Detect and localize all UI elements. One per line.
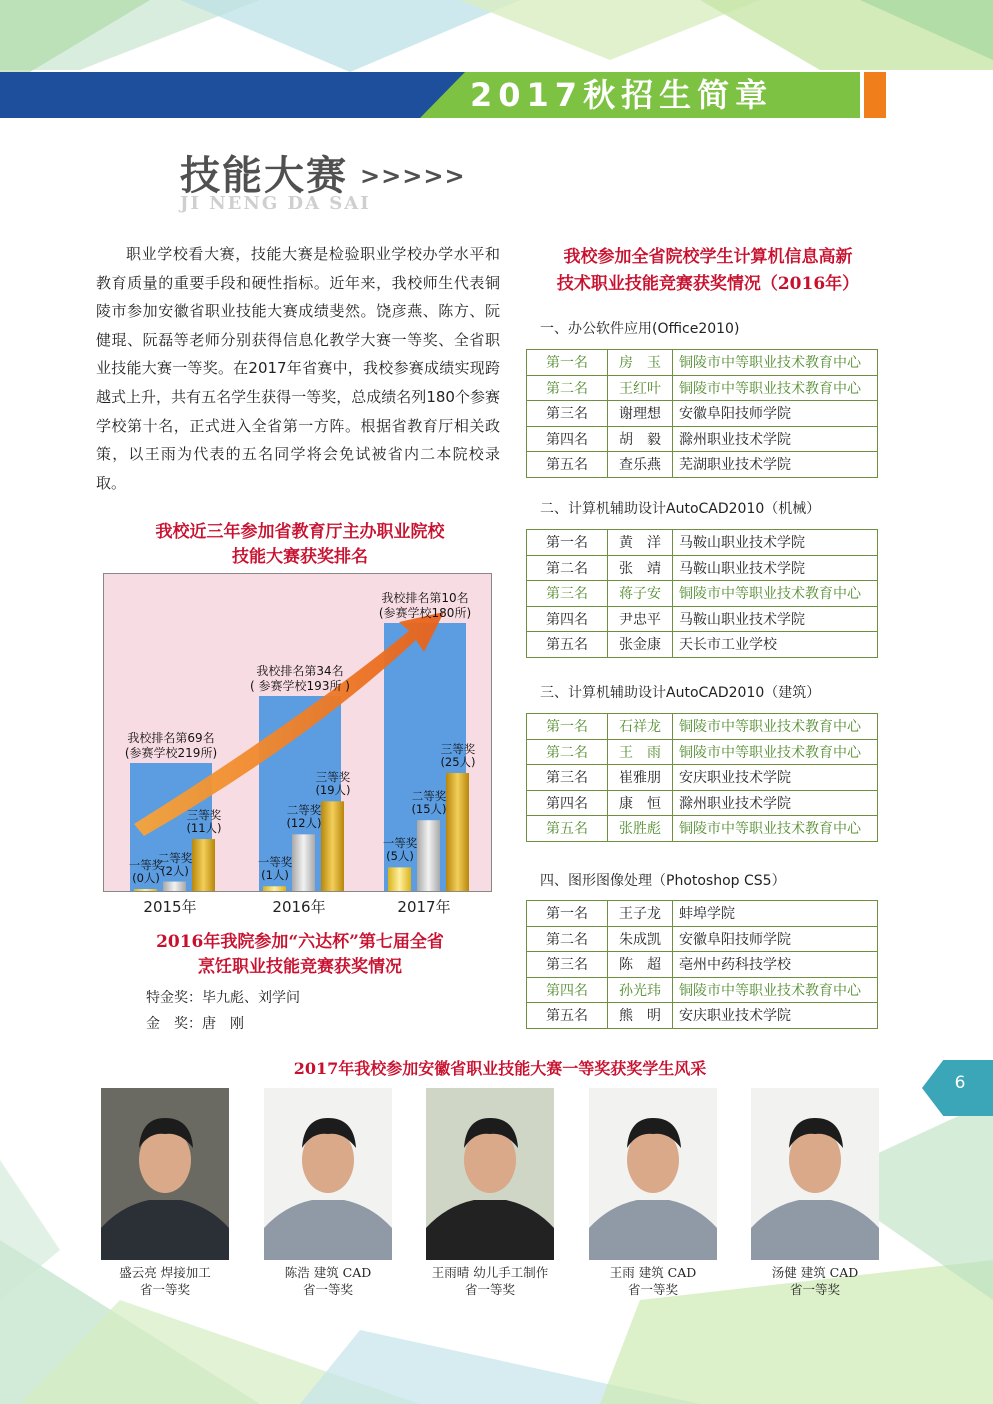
- x-tick-label: 2016年: [272, 898, 326, 916]
- school-cell: 芜湖职业技术学院: [673, 452, 878, 478]
- school-cell: 马鞍山职业技术学院: [673, 555, 878, 581]
- table-row: [527, 632, 878, 658]
- student-photo: [589, 1088, 717, 1260]
- school-cell: 铜陵市中等职业技术教育中心: [673, 739, 878, 765]
- results-title-line: 我校参加全省院校学生计算机信息高新: [563, 247, 853, 267]
- rank-cell: 第二名: [527, 926, 608, 952]
- rank-cell: 第一名: [527, 530, 608, 556]
- name-cell: 张胜彪: [608, 816, 673, 842]
- rank-cell: 第二名: [527, 555, 608, 581]
- table-row: [527, 714, 878, 740]
- student-caption: [568, 1264, 738, 1298]
- table-row: [527, 977, 878, 1003]
- rank-label-line: (参赛学校180所): [378, 606, 472, 620]
- intro-paragraph: 职业学校看大赛，技能大赛是检验职业学校办学水平和教育质量的重要手段和硬性指标。近年来，我校师生代表铜陵市参加安徽省职业技能大赛成绩斐然。饶彦燕、陈方、阮健琨、阮磊等老师分别获得信息化教学大赛一等奖、全省职业技能大赛一等奖。在2017年省赛中，我校参赛成绩实现跨越式上升，共有五名学生获得一等奖，总成绩名列180个参赛学校第十名，正式进入全省第一方阵。根据省教育厅相关政策，以王雨为代表的五名同学将会免试被省内二本院校录取。: [96, 245, 500, 492]
- chart-title: [100, 520, 500, 570]
- name-cell: 尹忠平: [608, 606, 673, 632]
- award-label-line: (0人): [132, 871, 160, 885]
- award-label-line: (19人): [315, 783, 351, 798]
- name-cell: 陈 超: [608, 952, 673, 978]
- rank-label: [120, 731, 222, 761]
- school-cell: 铜陵市中等职业技术教育中心: [673, 714, 878, 740]
- rank-label-line: (参赛学校219所): [124, 746, 218, 760]
- portrait-silhouette: [264, 1088, 392, 1260]
- name-cell: 黄 洋: [608, 530, 673, 556]
- portrait-silhouette: [426, 1088, 554, 1260]
- table-row: [527, 816, 878, 842]
- x-tick-label: 2017年: [397, 898, 451, 916]
- cook-title-line: 烹饪职业技能竞赛获奖情况: [198, 957, 402, 977]
- student-photo: [264, 1088, 392, 1260]
- rank-cell: 第一名: [527, 901, 608, 927]
- rank-label: [374, 591, 476, 621]
- result-table: [526, 529, 878, 658]
- award-label-line: 三等奖: [315, 770, 351, 785]
- rank-cell: 第三名: [527, 401, 608, 427]
- result-category-heading: 三、计算机辅助设计AutoCAD2010（建筑）: [540, 685, 821, 701]
- brochure-title: 2017秋招生简章: [470, 76, 774, 114]
- caption-line: 陈浩 建筑 CAD: [284, 1265, 372, 1280]
- portrait-silhouette: [751, 1088, 879, 1260]
- table-row: [527, 350, 878, 376]
- table-row: [527, 790, 878, 816]
- school-cell: 铜陵市中等职业技术教育中心: [673, 350, 878, 376]
- name-cell: 张 靖: [608, 555, 673, 581]
- rank-cell: 第一名: [527, 714, 608, 740]
- rank-cell: 第五名: [527, 1003, 608, 1029]
- school-cell: 铜陵市中等职业技术教育中心: [673, 581, 878, 607]
- rank-cell: 第五名: [527, 452, 608, 478]
- table-row: [527, 555, 878, 581]
- school-cell: 铜陵市中等职业技术教育中心: [673, 816, 878, 842]
- award-label-line: 二等奖: [411, 789, 447, 804]
- name-cell: 王子龙: [608, 901, 673, 927]
- caption-line: 王雨晴 幼儿手工制作: [431, 1265, 549, 1280]
- result-category-heading: 一、办公软件应用(Office2010): [540, 321, 740, 337]
- table-row: [527, 739, 878, 765]
- table-row: [527, 901, 878, 927]
- rank-cell: 第四名: [527, 606, 608, 632]
- name-cell: 王 雨: [608, 739, 673, 765]
- school-cell: 滁州职业技术学院: [673, 426, 878, 452]
- table-row: [527, 426, 878, 452]
- rank-cell: 第三名: [527, 581, 608, 607]
- award-label-line: (25人): [440, 755, 476, 769]
- table-row: [527, 926, 878, 952]
- caption-line: 王雨 建筑 CAD: [609, 1265, 697, 1280]
- award-label-line: 三等奖: [440, 742, 476, 756]
- award-bar: [388, 867, 411, 891]
- table-row: [527, 952, 878, 978]
- award-label-line: (1人): [261, 868, 289, 883]
- award-label: [245, 856, 305, 882]
- award-label: [145, 852, 205, 878]
- cook-title-line: 2016年我院参加“六达杯”第七届全省: [156, 932, 444, 952]
- award-label-line: 一等奖: [382, 836, 418, 851]
- portrait-silhouette: [589, 1088, 717, 1260]
- school-cell: 安庆职业技术学院: [673, 765, 878, 791]
- special-gold-award: 特金奖：毕九彪、刘学问: [146, 990, 300, 1006]
- name-cell: 谢理想: [608, 401, 673, 427]
- table-row: [527, 452, 878, 478]
- award-bar: [263, 886, 286, 891]
- student-caption: [243, 1264, 413, 1298]
- result-category-heading: 二、计算机辅助设计AutoCAD2010（机械）: [540, 501, 821, 517]
- award-label: [303, 771, 363, 797]
- school-cell: 安徽阜阳技师学院: [673, 401, 878, 427]
- result-category-heading: 四、图形图像处理（Photoshop CS5）: [540, 873, 786, 889]
- award-label-line: 三等奖: [186, 808, 222, 823]
- name-cell: 张金康: [608, 632, 673, 658]
- name-cell: 崔雅朋: [608, 765, 673, 791]
- rank-label: [249, 664, 351, 694]
- section-pinyin: JI NENG DA SAI: [180, 193, 371, 214]
- school-cell: 铜陵市中等职业技术教育中心: [673, 375, 878, 401]
- school-cell: 滁州职业技术学院: [673, 790, 878, 816]
- award-label-line: 二等奖: [286, 803, 322, 818]
- gold-award: 金 奖：唐 刚: [146, 1016, 244, 1032]
- x-tick-label: 2015年: [143, 898, 197, 916]
- award-label-line: (15人): [411, 802, 447, 817]
- award-label-line: (12人): [286, 816, 322, 831]
- rank-cell: 第四名: [527, 790, 608, 816]
- award-rank-chart: [103, 573, 492, 892]
- results-title: [528, 244, 888, 298]
- award-label: [399, 790, 459, 816]
- rank-cell: 第五名: [527, 816, 608, 842]
- rank-label-line: 我校排名第34名: [256, 664, 344, 678]
- school-cell: 铜陵市中等职业技术教育中心: [673, 977, 878, 1003]
- caption-line: 省一等奖: [627, 1282, 678, 1297]
- table-row: [527, 581, 878, 607]
- award-label-line: 一等奖: [128, 858, 164, 872]
- award-label-line: (5人): [386, 849, 414, 864]
- rank-label-line: 我校排名第69名: [127, 731, 215, 745]
- section-arrows: >>>>>: [360, 162, 466, 190]
- rank-cell: 第一名: [527, 350, 608, 376]
- student-photo: [101, 1088, 229, 1260]
- name-cell: 熊 明: [608, 1003, 673, 1029]
- table-row: [527, 606, 878, 632]
- name-cell: 查乐燕: [608, 452, 673, 478]
- caption-line: 汤健 建筑 CAD: [771, 1265, 859, 1280]
- chart-title-line: 技能大赛获奖排名: [232, 547, 368, 567]
- rank-cell: 第四名: [527, 426, 608, 452]
- award-label-line: 一等奖: [257, 855, 293, 870]
- school-cell: 安徽阜阳技师学院: [673, 926, 878, 952]
- rank-label-line: ( 参赛学校193所 ): [250, 679, 350, 693]
- school-cell: 天长市工业学校: [673, 632, 878, 658]
- header-blue-band: [0, 72, 500, 118]
- award-label-line: (11人): [186, 821, 222, 836]
- rank-label-line: 我校排名第10名: [381, 591, 469, 605]
- award-label: [174, 809, 234, 835]
- result-table: [526, 713, 878, 842]
- chart-title-line: 我校近三年参加省教育厅主办职业院校: [155, 522, 445, 542]
- name-cell: 胡 毅: [608, 426, 673, 452]
- table-row: [527, 375, 878, 401]
- results-title-line: 技术职业技能竞赛获奖情况（2016年）: [556, 274, 860, 294]
- header-orange-tab: [864, 72, 886, 118]
- name-cell: 石祥龙: [608, 714, 673, 740]
- name-cell: 王红叶: [608, 375, 673, 401]
- award-label-line: (2人): [161, 863, 189, 878]
- rank-cell: 第三名: [527, 952, 608, 978]
- award-label: [370, 837, 430, 863]
- rank-cell: 第二名: [527, 375, 608, 401]
- name-cell: 朱成凯: [608, 926, 673, 952]
- result-table: [526, 349, 878, 478]
- name-cell: 蒋子安: [608, 581, 673, 607]
- school-cell: 蚌埠学院: [673, 901, 878, 927]
- school-cell: 马鞍山职业技术学院: [673, 606, 878, 632]
- award-label: [428, 743, 488, 769]
- name-cell: 康 恒: [608, 790, 673, 816]
- student-caption: [80, 1264, 250, 1298]
- result-table: [526, 900, 878, 1029]
- caption-line: 省一等奖: [464, 1282, 515, 1297]
- student-photo: [751, 1088, 879, 1260]
- name-cell: 房 玉: [608, 350, 673, 376]
- rank-cell: 第四名: [527, 977, 608, 1003]
- rank-cell: 第五名: [527, 632, 608, 658]
- name-cell: 孙光玮: [608, 977, 673, 1003]
- table-row: [527, 1003, 878, 1029]
- award-bar: [134, 889, 157, 891]
- table-row: [527, 765, 878, 791]
- portrait-silhouette: [101, 1088, 229, 1260]
- school-cell: 马鞍山职业技术学院: [673, 530, 878, 556]
- student-photo: [426, 1088, 554, 1260]
- caption-line: 省一等奖: [302, 1282, 353, 1297]
- rank-cell: 第三名: [527, 765, 608, 791]
- student-caption: [730, 1264, 900, 1298]
- rank-cell: 第二名: [527, 739, 608, 765]
- caption-line: 省一等奖: [789, 1282, 840, 1297]
- award-label: [274, 804, 334, 830]
- caption-line: 盛云亮 焊接加工: [119, 1265, 211, 1280]
- table-row: [527, 401, 878, 427]
- page-number: 6: [954, 1073, 966, 1093]
- caption-line: 省一等奖: [139, 1282, 190, 1297]
- table-row: [527, 530, 878, 556]
- school-cell: 亳州中药科技学校: [673, 952, 878, 978]
- student-caption: [405, 1264, 575, 1298]
- cook-title: [100, 930, 500, 980]
- winners-title: 2017年我校参加安徽省职业技能大赛一等奖获奖学生风采: [293, 1059, 707, 1078]
- award-label-line: 二等奖: [157, 850, 193, 865]
- school-cell: 安庆职业技术学院: [673, 1003, 878, 1029]
- section-title: 技能大赛: [180, 153, 348, 199]
